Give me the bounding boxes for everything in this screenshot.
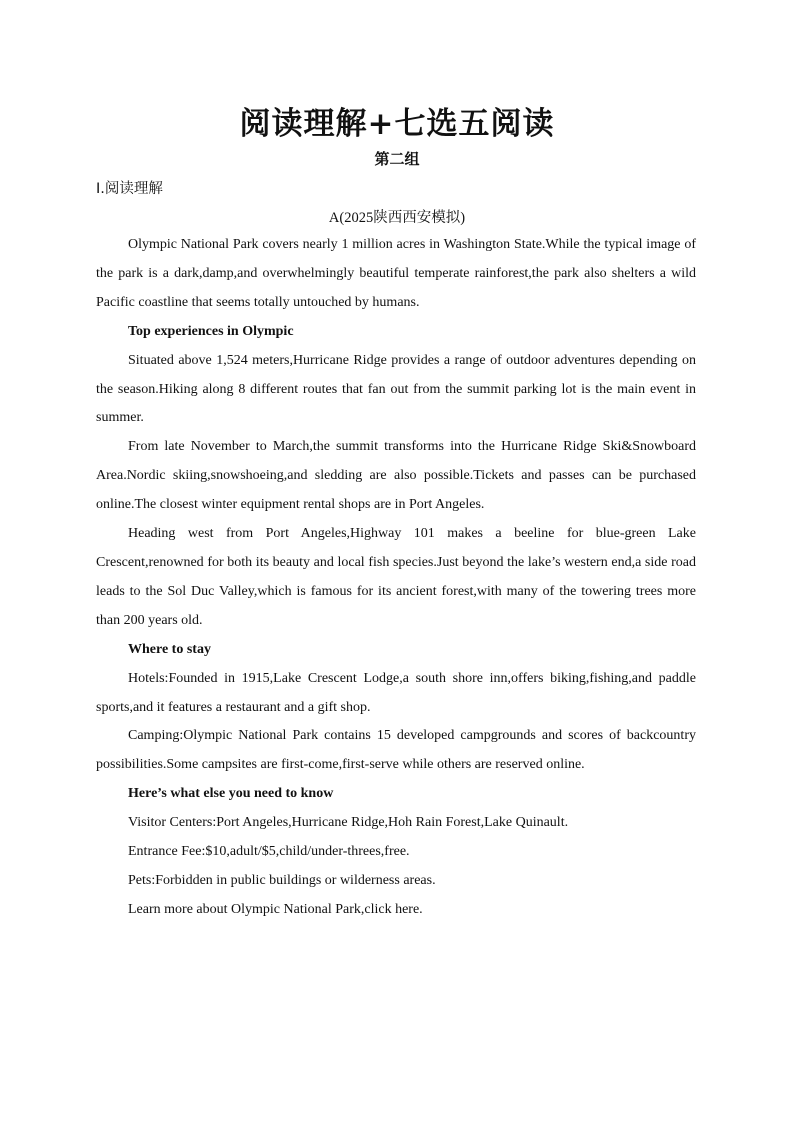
paragraph-lake-crescent: Heading west from Port Angeles,Highway 101 makes a beeline for blue-green Lake Crescent,renowned for both its beauty and local fish species.Just beyond the lake’s western end,a side road leads to the Sol Duc Valley,which is famous for its ancient forest,with many of the towering trees more than 200 years old. bbox=[96, 526, 696, 628]
paragraph-learn-more: Learn more about Olympic National Park,click here. bbox=[128, 901, 423, 917]
paragraph-camping: Camping:Olympic National Park contains 15 developed campgrounds and scores of backcountry possibilities.Some campsites are first-come,first-serve while others are reserved online. bbox=[96, 728, 696, 773]
paragraph-hurricane-ridge: Situated above 1,524 meters,Hurricane Ridge provides a range of outdoor adventures depending on the season.Hiking along 8 different routes that fan out from the summit parking lot is the main event in summer. bbox=[96, 352, 696, 426]
passage-body bbox=[96, 231, 696, 925]
heading-where-to-stay: Where to stay bbox=[128, 641, 211, 657]
paragraph-intro: Olympic National Park covers nearly 1 million acres in Washington State.While the typical image of the park is a dark,damp,and overwhelmingly beautiful temperate rainforest,the park also shelters a wild Pacific coastline that seems totally untouched by humans. bbox=[96, 237, 696, 310]
section-label: Ⅰ.阅读理解 bbox=[96, 181, 163, 197]
paragraph-entrance-fee: Entrance Fee:$10,adult/$5,child/under-threes,free. bbox=[128, 844, 410, 860]
group-subtitle: 第二组 bbox=[374, 150, 420, 168]
heading-top-experiences: Top experiences in Olympic bbox=[128, 323, 294, 339]
paragraph-visitor-centers: Visitor Centers:Port Angeles,Hurricane Ridge,Hoh Rain Forest,Lake Quinault. bbox=[128, 815, 569, 831]
passage-label: A(2025陕西西安模拟) bbox=[328, 210, 466, 226]
paragraph-winter: From late November to March,the summit transforms into the Hurricane Ridge Ski&Snowboard Area.Nordic skiing,snowshoeing,and sledding are also possible.Tickets and passes can be purchased online.The closest winter equipment rental shops are in Port Angeles. bbox=[96, 439, 696, 513]
page-title: 阅读理解+七选五阅读 bbox=[239, 106, 555, 142]
heading-need-to-know: Here’s what else you need to know bbox=[128, 786, 334, 802]
paragraph-hotels: Hotels:Founded in 1915,Lake Crescent Lodge,a south shore inn,offers biking,fishing,and paddle sports,and it features a restaurant and a gift shop. bbox=[96, 670, 696, 715]
paragraph-pets: Pets:Forbidden in public buildings or wilderness areas. bbox=[128, 872, 436, 888]
